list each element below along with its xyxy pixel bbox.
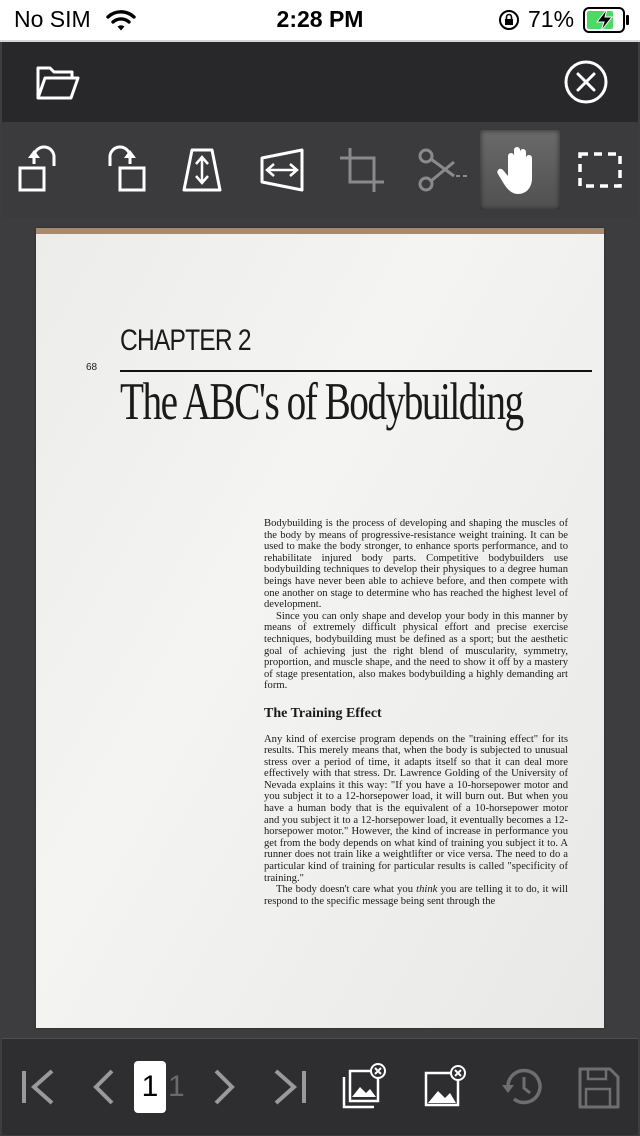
hand-icon xyxy=(492,142,548,198)
horizontal-perspective-icon xyxy=(254,142,310,198)
pan-button[interactable] xyxy=(480,130,560,210)
rotate-left-button[interactable] xyxy=(2,130,82,210)
scissors-icon xyxy=(414,142,470,198)
current-page-field[interactable]: 1 xyxy=(134,1061,166,1113)
prev-page-icon xyxy=(78,1063,126,1111)
paragraph: Since you can only shape and develop your body in this manner by means of extremely difficult physical effort and precise exercise techniques, bodybuilding must be defined as a sport; but the aesthetic goal of achieving just the right blend of muscularity, symmetry, proportion, and muscle shape, and the need to show it off by a mastery of stage presentation, also makes bodybuilding a highly demanding art form. xyxy=(264,610,568,692)
paragraph xyxy=(264,884,568,907)
next-page-icon xyxy=(200,1063,248,1111)
total-pages: 1 xyxy=(168,1070,185,1103)
close-circle-icon[interactable] xyxy=(562,58,610,106)
crop-button[interactable] xyxy=(322,130,402,210)
paragraph-text: The body doesn't care what you xyxy=(276,884,417,896)
save-button[interactable] xyxy=(566,1055,630,1119)
paragraph: Bodybuilding is the process of developing and shaping the muscles of the body by means of progressive-resistance weight training. It can be used to make the body stronger, to enhance sports performance, and to rehabilitate injured body parts. Competitive bodybuilders use bodybuilding techniques to develop their physiques to a degree human beings have never been able to achieve before, and then compete with one another on stage to determine who has reached the highest level of development. xyxy=(264,518,568,611)
page-number: 68 xyxy=(86,362,98,373)
rotate-left-icon xyxy=(14,142,70,198)
vertical-perspective-button[interactable] xyxy=(162,130,242,210)
last-page-button[interactable] xyxy=(258,1055,322,1119)
rotate-right-button[interactable] xyxy=(82,130,162,210)
edit-toolbar xyxy=(2,122,638,218)
scanned-page[interactable] xyxy=(36,228,604,1028)
horizontal-perspective-button[interactable] xyxy=(242,130,322,210)
restore-icon xyxy=(498,1063,546,1111)
clock: 2:28 PM xyxy=(276,6,364,32)
paragraph-text: you are telling it to do, it will respond to the specific message being sent through the xyxy=(264,884,568,907)
delete-image-button[interactable] xyxy=(412,1055,476,1119)
body-text xyxy=(264,518,568,907)
section-heading: The Training Effect xyxy=(264,705,382,721)
document-viewer[interactable] xyxy=(2,218,638,1038)
delete-all-images-icon xyxy=(340,1063,388,1111)
emphasis: think xyxy=(416,884,438,896)
cut-button[interactable] xyxy=(402,130,482,210)
next-page-button[interactable] xyxy=(192,1055,256,1119)
battery-percent: 71% xyxy=(528,6,575,32)
delete-image-icon xyxy=(420,1063,468,1111)
status-bar xyxy=(0,0,640,40)
bottom-bar xyxy=(2,1038,638,1135)
save-icon xyxy=(574,1063,622,1111)
first-page-button[interactable] xyxy=(6,1055,70,1119)
crop-icon xyxy=(334,142,390,198)
background-edge xyxy=(36,228,604,234)
prev-page-button[interactable] xyxy=(70,1055,134,1119)
battery-charging-icon xyxy=(583,7,631,33)
delete-all-images-button[interactable] xyxy=(332,1055,396,1119)
orientation-lock-icon xyxy=(498,9,520,31)
folder-open-icon[interactable] xyxy=(34,60,82,104)
first-page-icon xyxy=(14,1063,62,1111)
last-page-icon xyxy=(266,1063,314,1111)
carrier-label: No SIM xyxy=(14,6,91,32)
selection-rect-icon xyxy=(572,142,628,198)
chapter-label: CHAPTER 2 xyxy=(120,324,251,357)
top-bar xyxy=(2,42,638,122)
vertical-perspective-icon xyxy=(174,142,230,198)
rotate-right-icon xyxy=(94,142,150,198)
chapter-title: The ABC's of Bodybuilding xyxy=(120,373,523,431)
restore-button[interactable] xyxy=(490,1055,554,1119)
paragraph: Any kind of exercise program depends on the "training effect" for its results. This merely means that, when the body is subjected to unusual stress over a period of time, it adapts itself so that it can deal more effectively with that stress. Dr. Lawrence Golding of the University of Nevada explains it this way: "If you have a 10-horsepower motor and you subject it to a 12-horsepower load, it will burn out. But when you have a human body that is the equivalent of a 10-horsepower motor and you subject it to a 12-horsepower load, it eventually becomes a 12-horsepower motor." However, the kind of increase in performance you get from the body depends on what kind of training you subject it to. A runner does not train like a weightlifter or vice versa. The need to do a particular kind of training for particular results is called "specificity of training." xyxy=(264,733,568,884)
select-area-button[interactable] xyxy=(560,130,640,210)
